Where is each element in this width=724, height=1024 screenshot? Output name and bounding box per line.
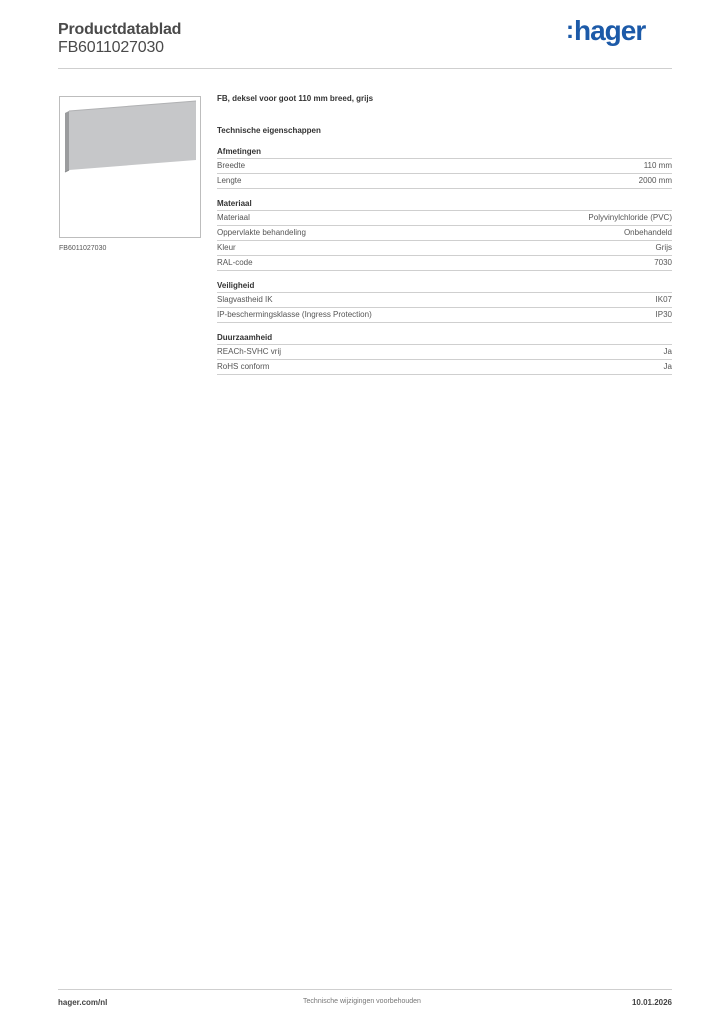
spec-row	[217, 293, 672, 308]
spec-row	[217, 174, 672, 189]
spec-value: Polyvinylchloride (PVC)	[588, 213, 672, 222]
spec-value: 110 mm	[643, 161, 672, 170]
section-title: Afmetingen	[217, 147, 672, 159]
spec-row	[217, 256, 672, 271]
section-title: Duurzaamheid	[217, 333, 672, 345]
product-number: FB6011027030	[58, 39, 164, 56]
spec-value: 2000 mm	[638, 176, 672, 185]
spec-row	[217, 241, 672, 256]
spec-label: Materiaal	[217, 213, 250, 222]
spec-label: Kleur	[217, 243, 236, 252]
spec-label: RoHS conform	[217, 362, 270, 371]
spec-label: Breedte	[217, 161, 246, 170]
hager-logo: :hager	[566, 15, 646, 46]
section-duurzaamheid	[217, 333, 672, 375]
tech-heading: Technische eigenschappen	[217, 126, 321, 135]
spec-row	[217, 211, 672, 226]
spec-label: IP-beschermingsklasse (Ingress Protection)	[217, 310, 372, 319]
footer-divider	[58, 989, 672, 990]
spec-value: Ja	[663, 362, 672, 371]
spec-value: IP30	[655, 310, 672, 319]
section-materiaal	[217, 199, 672, 271]
product-image	[59, 96, 201, 238]
logo-text: hager	[574, 15, 646, 46]
spec-value: Grijs	[655, 243, 672, 252]
product-description: FB, deksel voor goot 110 mm breed, grijs	[217, 94, 374, 103]
spec-value: IK07	[655, 295, 672, 304]
spec-row	[217, 159, 672, 174]
image-caption: FB6011027030	[59, 245, 107, 252]
spec-label: REACh-SVHC vrij	[217, 347, 282, 356]
section-title: Veiligheid	[217, 281, 672, 293]
section-veiligheid	[217, 281, 672, 323]
spec-value: Onbehandeld	[623, 228, 672, 237]
spec-value: Ja	[663, 347, 672, 356]
header-divider	[58, 68, 672, 69]
cable-duct-cover-image	[60, 97, 200, 237]
spec-label: Slagvastheid IK	[217, 295, 273, 304]
footer-disclaimer: Technische wijzigingen voorbehouden	[303, 998, 421, 1005]
spec-row	[217, 360, 672, 375]
page-title: Productdatablad	[58, 21, 182, 38]
section-afmetingen	[217, 147, 672, 189]
footer-date: 10.01.2026	[631, 998, 672, 1007]
spec-row	[217, 308, 672, 323]
spec-label: Oppervlakte behandeling	[217, 228, 306, 237]
spec-content	[217, 94, 672, 385]
spec-label: Lengte	[217, 176, 242, 185]
spec-label: RAL-code	[217, 258, 253, 267]
spec-value: 7030	[654, 258, 672, 267]
footer-website-link[interactable]: hager.com/nl	[58, 998, 108, 1007]
section-title: Materiaal	[217, 199, 672, 211]
spec-row	[217, 226, 672, 241]
spec-row	[217, 345, 672, 360]
